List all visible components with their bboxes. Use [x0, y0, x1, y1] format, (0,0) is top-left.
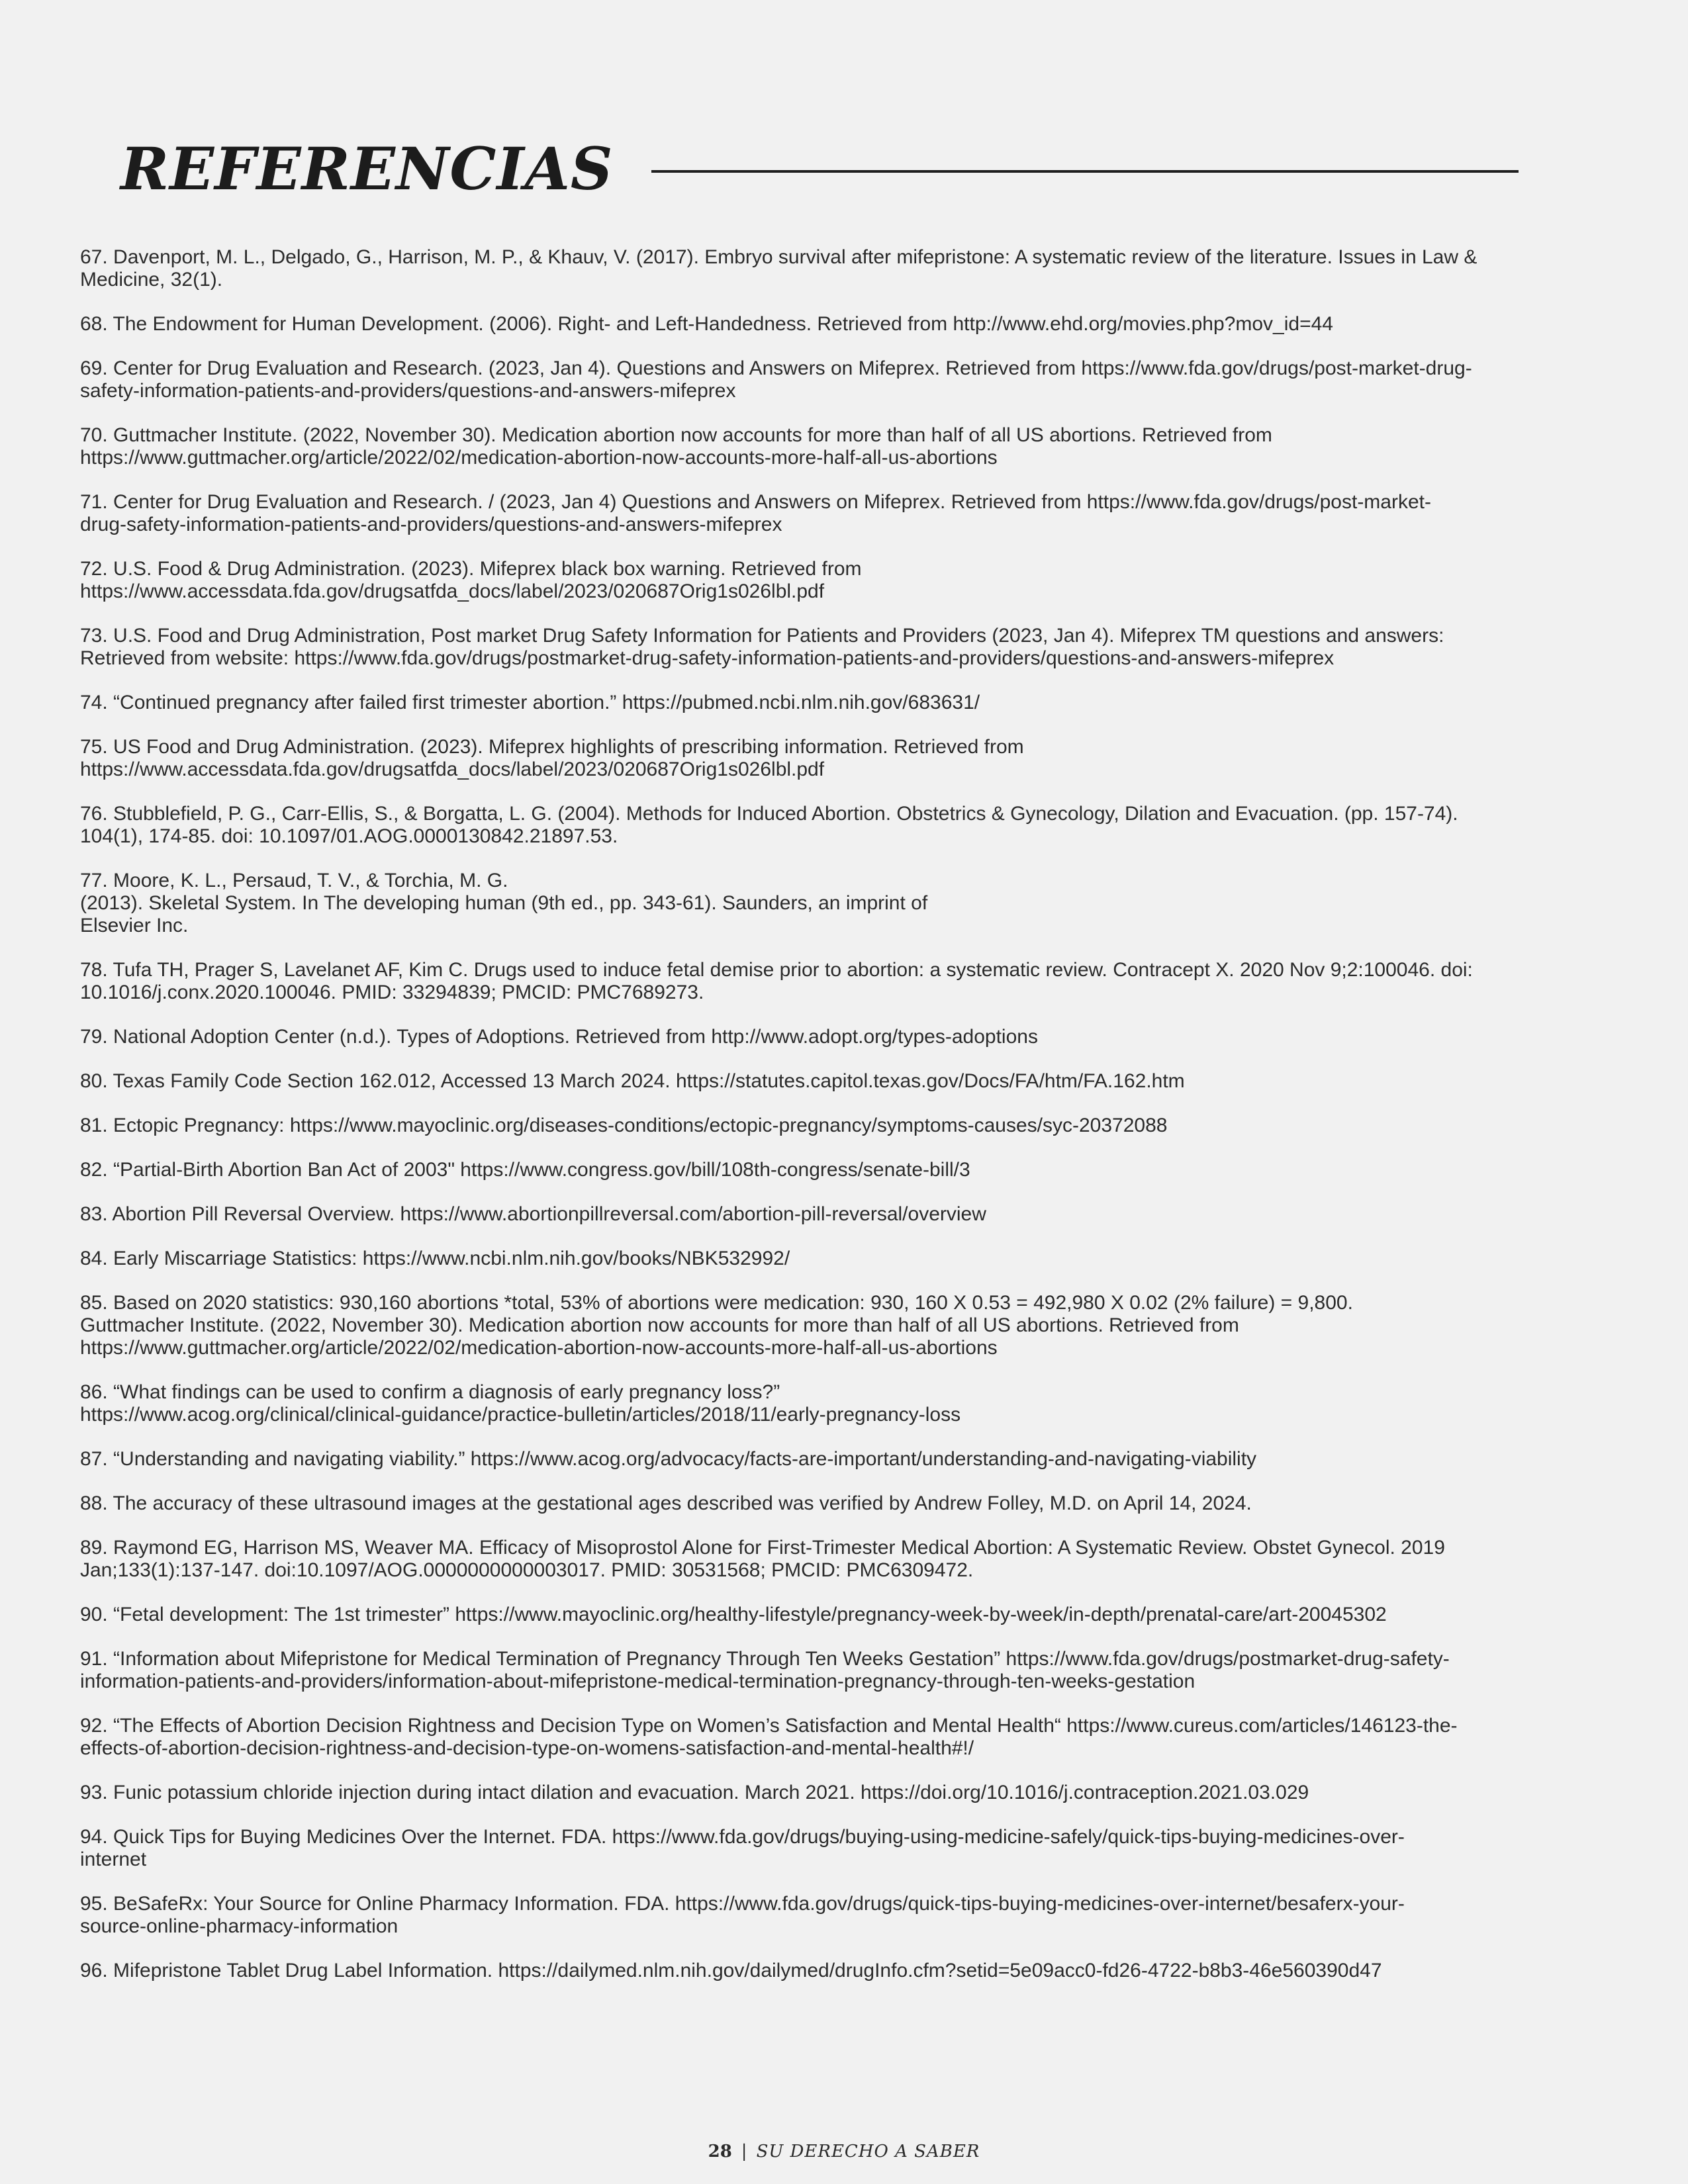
- reference-line: 72. U.S. Food & Drug Administration. (2023). Mifeprex black box warning. Retrieved from: [80, 558, 862, 580]
- reference-line: Guttmacher Institute. (2022, November 30). Medication abortion now accounts for more than half of all US abortions. Retrieved from: [80, 1314, 1239, 1336]
- reference-line: 92. “The Effects of Abortion Decision Rightness and Decision Type on Women’s Satisfaction and Mental Health“ https://www.cureus.com/articles/146123-the-: [80, 1715, 1458, 1737]
- reference-line: 82. “Partial-Birth Abortion Ban Act of 2003" https://www.congress.gov/bill/108th-congress/senate-bill/3: [80, 1159, 970, 1181]
- reference-line: 76. Stubblefield, P. G., Carr-Ellis, S., & Borgatta, L. G. (2004). Methods for Induced Abortion. Obstetrics & Gynecology, Dilation and Evacuation. (pp. 157-74).: [80, 803, 1458, 825]
- reference-line: 78. Tufa TH, Prager S, Lavelanet AF, Kim C. Drugs used to induce fetal demise prior to abortion: a systematic review. Contracept X. 2020 Nov 9;2:100046. doi:: [80, 959, 1473, 981]
- reference-item: [80, 1115, 1603, 1137]
- reference-line: effects-of-abortion-decision-rightness-and-decision-type-on-womens-satisfaction-and-mental-health#!/: [80, 1737, 974, 1759]
- reference-line: 67. Davenport, M. L., Delgado, G., Harrison, M. P., & Khauv, V. (2017). Embryo survival after mifepristone: A systematic review of the literature. Issues in Law &: [80, 246, 1477, 268]
- reference-line: 71. Center for Drug Evaluation and Research. / (2023, Jan 4) Questions and Answers on Mifeprex. Retrieved from https://www.fda.gov/drugs/post-market-: [80, 491, 1431, 513]
- page-footer: [0, 2142, 1688, 2161]
- reference-item: [80, 1893, 1603, 1938]
- reference-line: (2013). Skeletal System. In The developing human (9th ed., pp. 343-61). Saunders, an imprint of: [80, 892, 928, 914]
- reference-item: [80, 1448, 1603, 1471]
- reference-item: [80, 1070, 1603, 1093]
- reference-line: Medicine, 32(1).: [80, 269, 223, 291]
- reference-line: 87. “Understanding and navigating viability.” https://www.acog.org/advocacy/facts-are-important/understanding-and-navigating-viability: [80, 1448, 1257, 1470]
- reference-item: [80, 1492, 1603, 1515]
- reference-list: [80, 246, 1603, 2004]
- reference-item: [80, 1648, 1603, 1693]
- reference-line: 88. The accuracy of these ultrasound images at the gestational ages described was verified by Andrew Folley, M.D. on April 14, 2024.: [80, 1492, 1252, 1514]
- reference-item: [80, 246, 1603, 291]
- reference-line: 104(1), 174-85. doi: 10.1097/01.AOG.0000130842.21897.53.: [80, 825, 618, 847]
- reference-item: [80, 1381, 1603, 1426]
- reference-line: 90. “Fetal development: The 1st trimester” https://www.mayoclinic.org/healthy-lifestyle/pregnancy-week-by-week/in-depth/prenatal-care/art-20045302: [80, 1604, 1387, 1625]
- reference-item: [80, 357, 1603, 402]
- reference-line: 70. Guttmacher Institute. (2022, November 30). Medication abortion now accounts for more than half of all US abortions. Retrieved from: [80, 424, 1272, 446]
- reference-item: [80, 491, 1603, 536]
- reference-item: [80, 870, 1603, 937]
- reference-line: https://www.acog.org/clinical/clinical-guidance/practice-bulletin/articles/2018/11/early-pregnancy-loss: [80, 1404, 961, 1426]
- reference-item: [80, 1960, 1603, 1982]
- reference-line: 94. Quick Tips for Buying Medicines Over the Internet. FDA. https://www.fda.gov/drugs/buying-using-medicine-safely/quick-tips-buying-medicines-over-: [80, 1826, 1405, 1848]
- reference-line: 79. National Adoption Center (n.d.). Types of Adoptions. Retrieved from http://www.adopt.org/types-adoptions: [80, 1026, 1038, 1048]
- reference-line: 95. BeSafeRx: Your Source for Online Pharmacy Information. FDA. https://www.fda.gov/drugs/quick-tips-buying-medicines-over-internet/besaferx-your-: [80, 1893, 1405, 1915]
- reference-line: safety-information-patients-and-providers/questions-and-answers-mifeprex: [80, 380, 736, 402]
- reference-line: 85. Based on 2020 statistics: 930,160 abortions *total, 53% of abortions were medication: 930, 160 X 0.53 = 492,980 X 0.02 (2% failure) = 9,800.: [80, 1292, 1353, 1314]
- reference-line: 10.1016/j.conx.2020.100046. PMID: 33294839; PMCID: PMC7689273.: [80, 981, 704, 1003]
- reference-line: https://www.guttmacher.org/article/2022/02/medication-abortion-now-accounts-more-half-all-us-abortions: [80, 1337, 998, 1359]
- page-number: 28: [708, 2142, 732, 2161]
- reference-item: [80, 313, 1603, 336]
- reference-item: [80, 1826, 1603, 1871]
- page-header: [120, 126, 1519, 212]
- reference-item: [80, 1782, 1603, 1804]
- reference-line: https://www.guttmacher.org/article/2022/02/medication-abortion-now-accounts-more-half-all-us-abortions: [80, 447, 998, 469]
- publication-title: SU DERECHO A SABER: [756, 2142, 980, 2161]
- reference-line: 96. Mifepristone Tablet Drug Label Information. https://dailymed.nlm.nih.gov/dailymed/drugInfo.cfm?setid=5e09acc0-fd26-4722-b8b3-46e560390d47: [80, 1960, 1382, 1981]
- reference-item: [80, 736, 1603, 781]
- reference-item: [80, 558, 1603, 603]
- reference-line: 80. Texas Family Code Section 162.012, Accessed 13 March 2024. https://statutes.capitol.texas.gov/Docs/FA/htm/FA.162.htm: [80, 1070, 1185, 1092]
- reference-item: [80, 1159, 1603, 1181]
- reference-line: 91. “Information about Mifepristone for Medical Termination of Pregnancy Through Ten Weeks Gestation” https://www.fda.gov/drugs/postmarket-drug-safety-: [80, 1648, 1450, 1670]
- reference-line: Jan;133(1):137-147. doi:10.1097/AOG.0000000000003017. PMID: 30531568; PMCID: PMC6309472.: [80, 1559, 974, 1581]
- reference-item: [80, 803, 1603, 848]
- reference-item: [80, 1248, 1603, 1270]
- reference-item: [80, 959, 1603, 1004]
- reference-line: https://www.accessdata.fda.gov/drugsatfda_docs/label/2023/020687Orig1s026lbl.pdf: [80, 580, 825, 602]
- reference-line: source-online-pharmacy-information: [80, 1915, 399, 1937]
- header-rule: [651, 170, 1519, 173]
- reference-line: 74. “Continued pregnancy after failed first trimester abortion.” https://pubmed.ncbi.nlm.nih.gov/683631/: [80, 692, 980, 713]
- reference-item: [80, 424, 1603, 469]
- reference-line: 89. Raymond EG, Harrison MS, Weaver MA. Efficacy of Misoprostol Alone for First-Trimester Medical Abortion: A Systematic Review. Obstet Gynecol. 2019: [80, 1537, 1445, 1559]
- reference-line: 77. Moore, K. L., Persaud, T. V., & Torchia, M. G.: [80, 870, 508, 891]
- reference-line: drug-safety-information-patients-and-providers/questions-and-answers-mifeprex: [80, 514, 782, 535]
- reference-line: Elsevier Inc.: [80, 915, 189, 936]
- reference-item: [80, 692, 1603, 714]
- reference-item: [80, 1715, 1603, 1760]
- reference-line: Retrieved from website: https://www.fda.gov/drugs/postmarket-drug-safety-information-patients-and-providers/questions-and-answers-mifeprex: [80, 647, 1335, 669]
- footer-separator: |: [741, 2142, 747, 2161]
- reference-line: internet: [80, 1848, 147, 1870]
- reference-line: 86. “What findings can be used to confirm a diagnosis of early pregnancy loss?”: [80, 1381, 780, 1403]
- reference-item: [80, 625, 1603, 670]
- page-title: REFERENCIAS: [120, 134, 614, 203]
- reference-line: information-patients-and-providers/information-about-mifepristone-medical-termination-pregnancy-through-ten-weeks-gestation: [80, 1670, 1196, 1692]
- reference-item: [80, 1203, 1603, 1226]
- reference-line: 83. Abortion Pill Reversal Overview. https://www.abortionpillreversal.com/abortion-pill-reversal/overview: [80, 1203, 986, 1225]
- reference-item: [80, 1292, 1603, 1359]
- reference-item: [80, 1604, 1603, 1626]
- reference-item: [80, 1026, 1603, 1048]
- reference-line: 68. The Endowment for Human Development. (2006). Right- and Left-Handedness. Retrieved from http://www.ehd.org/movies.php?mov_id=44: [80, 313, 1333, 335]
- reference-line: 93. Funic potassium chloride injection during intact dilation and evacuation. March 2021. https://doi.org/10.1016/j.contraception.2021.03.029: [80, 1782, 1309, 1803]
- reference-line: 84. Early Miscarriage Statistics: https://www.ncbi.nlm.nih.gov/books/NBK532992/: [80, 1248, 790, 1269]
- reference-line: 73. U.S. Food and Drug Administration, Post market Drug Safety Information for Patients and Providers (2023, Jan 4). Mifeprex TM questions and answers:: [80, 625, 1444, 647]
- reference-line: 81. Ectopic Pregnancy: https://www.mayoclinic.org/diseases-conditions/ectopic-pregnancy/symptoms-causes/syc-20372088: [80, 1115, 1168, 1136]
- reference-line: 69. Center for Drug Evaluation and Research. (2023, Jan 4). Questions and Answers on Mifeprex. Retrieved from https://www.fda.gov/drugs/post-market-drug-: [80, 357, 1472, 379]
- reference-line: https://www.accessdata.fda.gov/drugsatfda_docs/label/2023/020687Orig1s026lbl.pdf: [80, 758, 825, 780]
- reference-line: 75. US Food and Drug Administration. (2023). Mifeprex highlights of prescribing information. Retrieved from: [80, 736, 1024, 758]
- reference-item: [80, 1537, 1603, 1582]
